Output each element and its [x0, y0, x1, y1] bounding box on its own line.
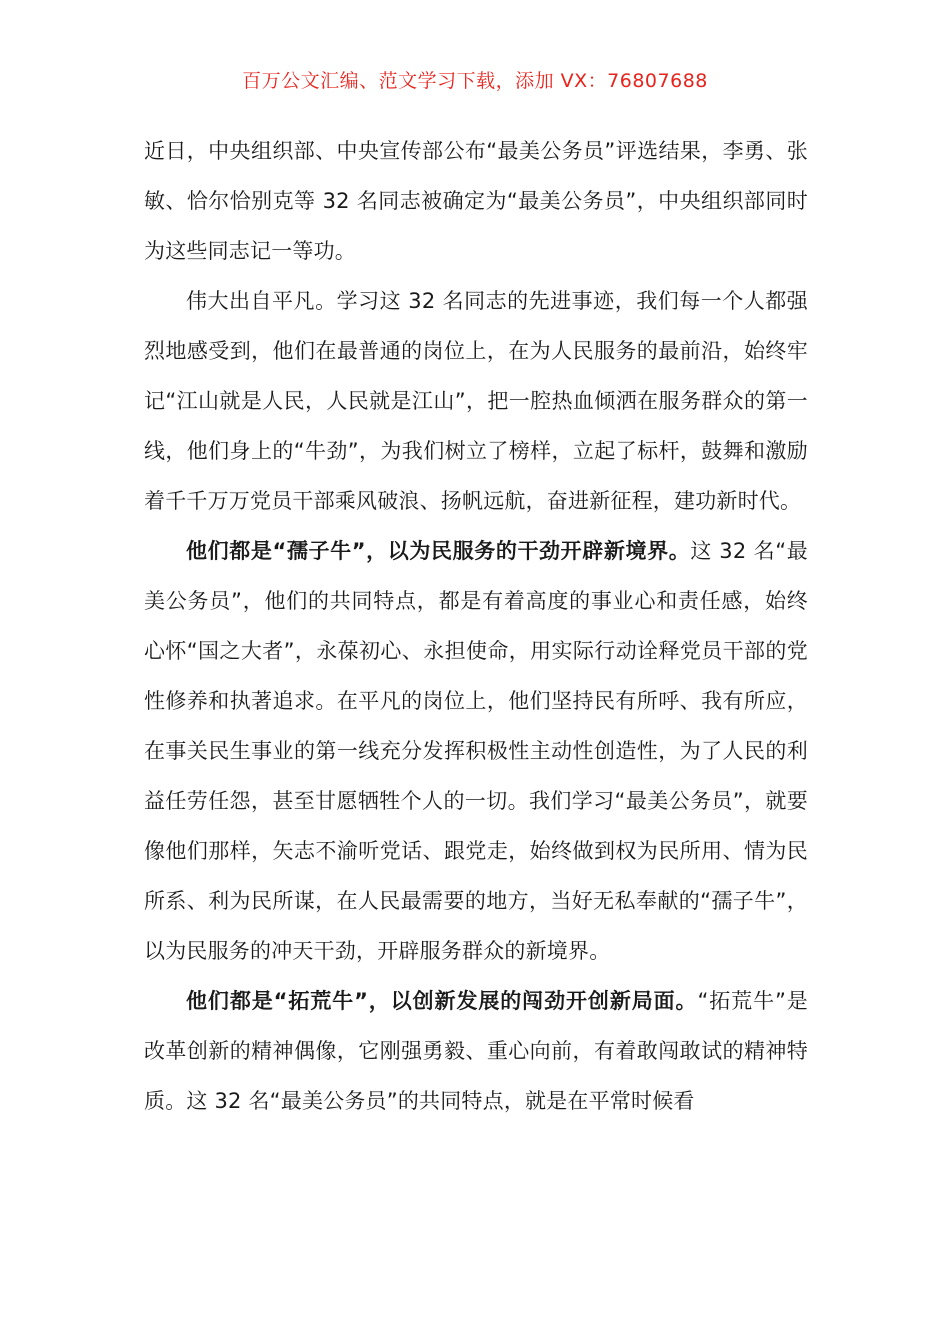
- paragraph-intro: [144, 126, 808, 276]
- paragraph-text: “拓荒牛”是改革创新的精神偶像，它刚强勇毅、重心向前，有着敢闯敢试的精神特质。这 32 名“最美公务员”的共同特点，就是在平常时候看: [144, 989, 808, 1113]
- paragraph-text: 伟大出自平凡。学习这 32 名同志的先进事迹，我们每一个人都强烈地感受到，他们在最普通的岗位上，在为人民服务的最前沿，始终牢记“江山就是人民，人民就是江山”，把一腔热血倾洒在服务群众的第一线，他们身上的“牛劲”，为我们树立了榜样，立起了标杆，鼓舞和激励着千千万万党员干部乘风破浪、扬帆远航，奋进新征程，建功新时代。: [144, 289, 808, 513]
- paragraph-text: 近日，中央组织部、中央宣传部公布“最美公务员”评选结果，李勇、张敏、恰尔恰别克等 32 名同志被确定为“最美公务员”，中央组织部同时为这些同志记一等功。: [144, 139, 808, 263]
- document-body: [144, 126, 808, 1126]
- header-watermark-text: 百万公文汇编、范文学习下载，添加 VX：76807688: [242, 70, 708, 92]
- paragraph-lead-heading: 他们都是“孺子牛”，以为民服务的干劲开辟新境界。: [186, 539, 691, 563]
- paragraph-text: 这 32 名“最美公务员”，他们的共同特点，都是有着高度的事业心和责任感，始终心怀“国之大者”，永葆初心、永担使命，用实际行动诠释党员干部的党性修养和执著追求。在平凡的岗位上，他们坚持民有所呼、我有所应，在事关民生事业的第一线充分发挥积极性主动性创造性，为了人民的利益任劳任怨，甚至甘愿牺牲个人的一切。我们学习“最美公务员”，就要像他们那样，矢志不渝听党话、跟党走，始终做到权为民所用、情为民所系、利为民所谋，在人民最需要的地方，当好无私奉献的“孺子牛”，以为民服务的冲天干劲，开辟服务群众的新境界。: [144, 539, 808, 963]
- paragraph-ruzi-niu: [144, 526, 808, 976]
- paragraph-tuohuang-niu: [144, 976, 808, 1126]
- paragraph-lead-heading: 他们都是“拓荒牛”，以创新发展的闯劲开创新局面。: [186, 989, 698, 1013]
- paragraph-ordinary-greatness: [144, 276, 808, 526]
